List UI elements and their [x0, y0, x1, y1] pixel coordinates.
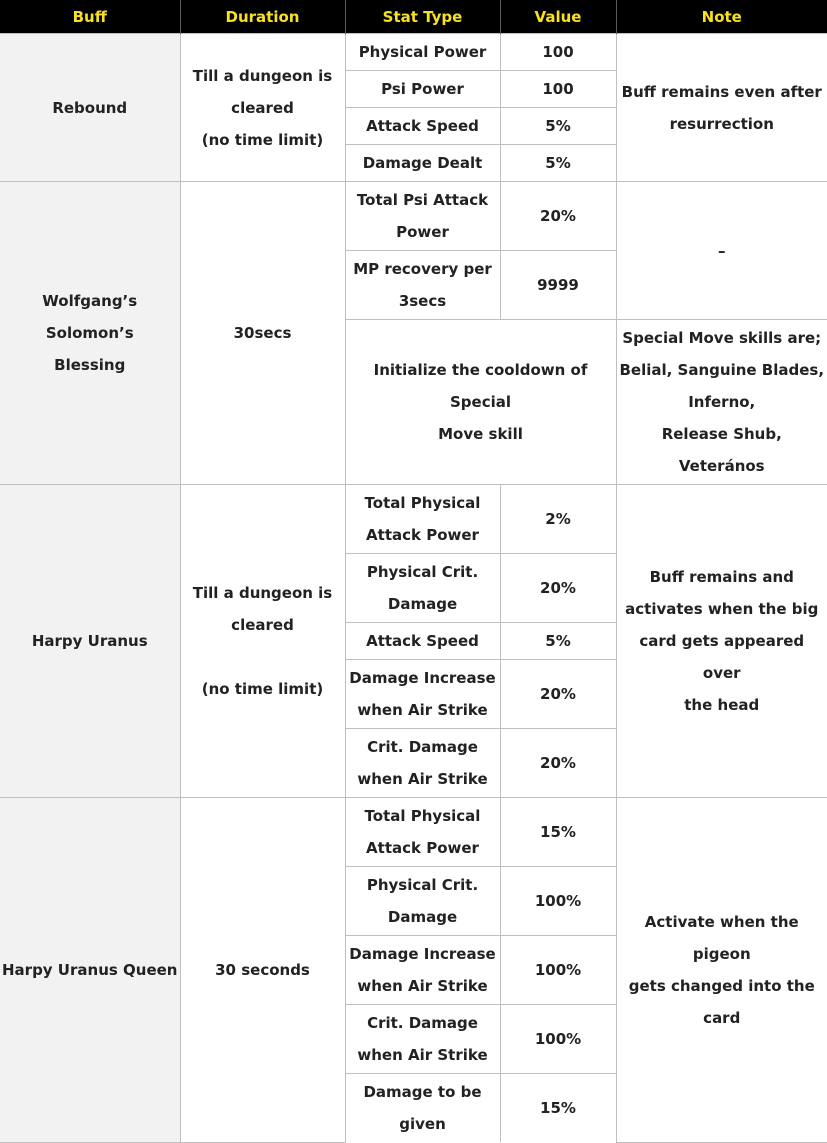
- note-harpy-uranus: Buff remains and activates when the big card gets appeared over the head: [616, 485, 827, 798]
- stat-cell: Crit. Damage when Air Strike: [345, 729, 500, 798]
- header-note: Note: [616, 0, 827, 34]
- stat-cell: Physical Crit. Damage: [345, 554, 500, 623]
- buff-name-wolfgang: Wolfgang’s Solomon’s Blessing: [0, 182, 180, 485]
- value-cell: 20%: [500, 729, 616, 798]
- stat-cell: Damage Increase when Air Strike: [345, 936, 500, 1005]
- header-buff: Buff: [0, 0, 180, 34]
- stat-cell: MP recovery per 3secs: [345, 251, 500, 320]
- stat-cell: Damage to be given: [345, 1074, 500, 1143]
- stat-cell: Physical Power: [345, 34, 500, 71]
- stat-cell: Psi Power: [345, 71, 500, 108]
- duration-wolfgang: 30secs: [180, 182, 345, 485]
- value-cell: 20%: [500, 660, 616, 729]
- note-wolfgang-dash: –: [616, 182, 827, 320]
- stat-cell: Damage Increase when Air Strike: [345, 660, 500, 729]
- stat-cell: Physical Crit. Damage: [345, 867, 500, 936]
- note-special-move: Special Move skills are; Belial, Sanguine Blades, Inferno, Release Shub, Veterános: [616, 320, 827, 485]
- duration-harpy-uranus-queen: 30 seconds: [180, 798, 345, 1143]
- header-duration: Duration: [180, 0, 345, 34]
- duration-rebound: Till a dungeon is cleared (no time limit): [180, 34, 345, 182]
- stat-cell: Attack Speed: [345, 108, 500, 145]
- stat-cell: Total Psi Attack Power: [345, 182, 500, 251]
- value-cell: 15%: [500, 798, 616, 867]
- value-cell: 100: [500, 71, 616, 108]
- value-cell: 5%: [500, 108, 616, 145]
- stat-cell-special-move: Initialize the cooldown of Special Move skill: [345, 320, 616, 485]
- value-cell: 15%: [500, 1074, 616, 1143]
- stat-cell: Damage Dealt: [345, 145, 500, 182]
- value-cell: 5%: [500, 623, 616, 660]
- note-harpy-uranus-queen: Activate when the pigeon gets changed into the card: [616, 798, 827, 1143]
- note-rebound: Buff remains even after resurrection: [616, 34, 827, 182]
- buff-name-harpy-uranus: Harpy Uranus: [0, 485, 180, 798]
- buff-name-rebound: Rebound: [0, 34, 180, 182]
- stat-cell: Crit. Damage when Air Strike: [345, 1005, 500, 1074]
- value-cell: 5%: [500, 145, 616, 182]
- value-cell: 20%: [500, 554, 616, 623]
- value-cell: 100: [500, 34, 616, 71]
- header-row: [0, 0, 827, 34]
- stat-cell: Attack Speed: [345, 623, 500, 660]
- value-cell: 9999: [500, 251, 616, 320]
- table-row: [0, 182, 827, 251]
- value-cell: 100%: [500, 1005, 616, 1074]
- table-row: [0, 34, 827, 71]
- table-row: [0, 485, 827, 554]
- value-cell: 20%: [500, 182, 616, 251]
- stat-cell: Total Physical Attack Power: [345, 485, 500, 554]
- value-cell: 100%: [500, 936, 616, 1005]
- value-cell: 2%: [500, 485, 616, 554]
- value-cell: 100%: [500, 867, 616, 936]
- buff-name-harpy-uranus-queen: Harpy Uranus Queen: [0, 798, 180, 1143]
- header-value: Value: [500, 0, 616, 34]
- header-stat-type: Stat Type: [345, 0, 500, 34]
- stat-cell: Total Physical Attack Power: [345, 798, 500, 867]
- duration-harpy-uranus: Till a dungeon is cleared (no time limit): [180, 485, 345, 798]
- table-row: [0, 798, 827, 867]
